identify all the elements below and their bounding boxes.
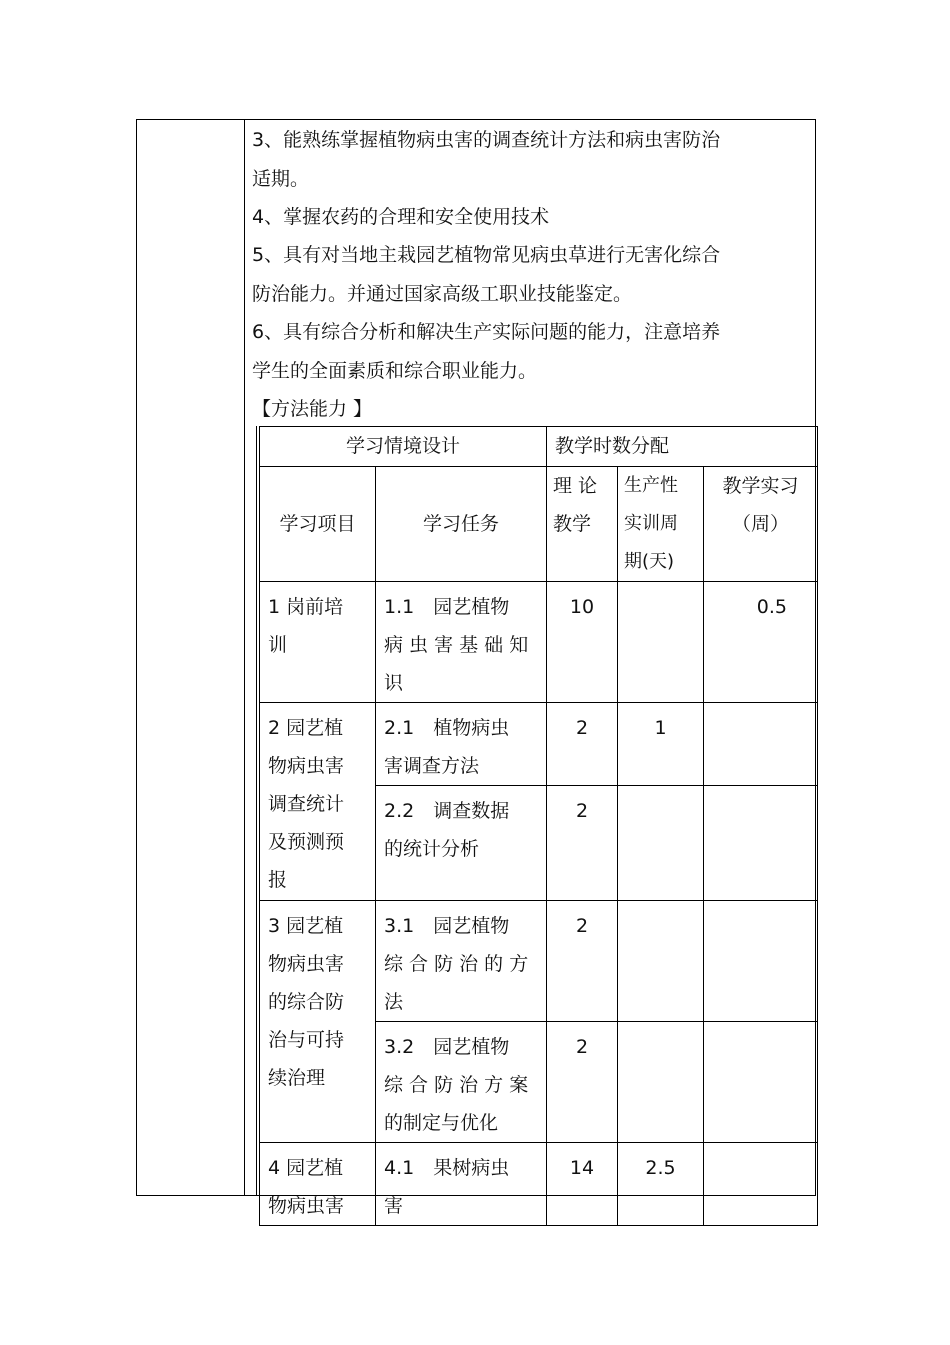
task-cell: 3.1 园艺植物 综 合 防 治 的 方 法 <box>376 901 547 1022</box>
task-cell: 2.2 调查数据 的统计分析 <box>376 786 547 901</box>
practice-cell: 2.5 <box>618 1143 704 1226</box>
paragraph-line: 6、具有综合分析和解决生产实际问题的能力，注意培养 <box>252 321 721 343</box>
internship-cell <box>704 1022 818 1143</box>
internship-cell <box>704 1143 818 1226</box>
theory-cell: 10 <box>547 582 618 703</box>
paragraph-line: 4、掌握农药的合理和安全使用技术 <box>252 206 550 228</box>
paragraph-line: 防治能力。并通过国家高级工职业技能鉴定。 <box>252 283 633 305</box>
left-label-column <box>137 120 245 1195</box>
header-internship: 教学实习 （周） <box>704 467 818 582</box>
theory-cell: 2 <box>547 703 618 786</box>
practice-cell <box>618 1022 704 1143</box>
header-theory: 理 论 教学 <box>547 467 618 582</box>
task-cell: 3.2 园艺植物 综 合 防 治 方 案 的制定与优化 <box>376 1022 547 1143</box>
paragraph-line: 学生的全面素质和综合职业能力。 <box>252 360 538 382</box>
internship-cell: 0.5 <box>704 582 818 703</box>
paragraph-line: 3、能熟练掌握植物病虫害的调查统计方法和病虫害防治 <box>252 129 721 151</box>
header-task: 学习任务 <box>376 467 547 582</box>
theory-cell: 2 <box>547 786 618 901</box>
paragraph-line: 5、具有对当地主栽园艺植物常见病虫草进行无害化综合 <box>252 244 721 266</box>
task-cell: 1.1 园艺植物 病 虫 害 基 础 知 识 <box>376 582 547 703</box>
task-cell: 4.1 果树病虫 害 <box>376 1143 547 1226</box>
project-cell: 4 园艺植 物病虫害 <box>260 1143 376 1226</box>
practice-cell: 1 <box>618 703 704 786</box>
project-cell: 2 园艺植 物病虫害 调查统计 及预测预 报 <box>260 703 376 901</box>
project-cell: 1 岗前培 训 <box>260 582 376 703</box>
theory-cell: 2 <box>547 1022 618 1143</box>
teaching-plan-table <box>259 426 818 1226</box>
project-cell: 3 园艺植 物病虫害 的综合防 治与可持 续治理 <box>260 901 376 1143</box>
practice-cell <box>618 582 704 703</box>
section-heading: 【方法能力 】 <box>252 398 373 420</box>
internship-cell <box>704 703 818 786</box>
header-hours-allocation: 教学时数分配 <box>547 427 818 467</box>
theory-cell: 14 <box>547 1143 618 1226</box>
header-practice: 生产性 实训周 期(天) <box>618 467 704 582</box>
header-learning-scenario: 学习情境设计 <box>260 427 547 467</box>
internship-cell <box>704 901 818 1022</box>
task-cell: 2.1 植物病虫 害调查方法 <box>376 703 547 786</box>
practice-cell <box>618 786 704 901</box>
internship-cell <box>704 786 818 901</box>
header-project: 学习项目 <box>260 467 376 582</box>
paragraph-line: 适期。 <box>252 168 310 190</box>
theory-cell: 2 <box>547 901 618 1022</box>
practice-cell <box>618 901 704 1022</box>
